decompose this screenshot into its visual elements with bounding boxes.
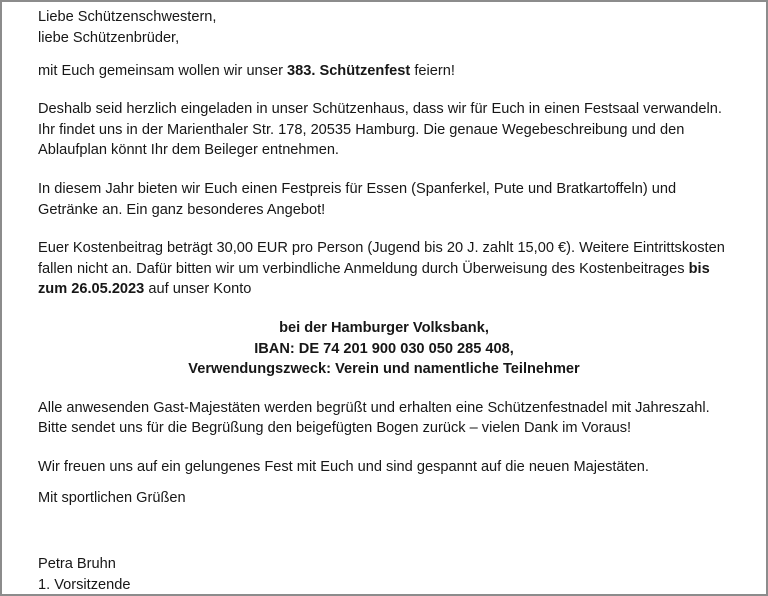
paragraph-festpreis [38,179,730,221]
paragraph-majestaeten [38,398,730,440]
text-line [38,554,730,575]
text-run: Bitte sendet uns für die Begrüßung den beigefügten Bogen zurück – vielen Dank im Voraus! [38,420,632,437]
text-run: Getränke an. Ein ganz besonderes Angebot! [38,201,326,218]
text-line [38,99,730,120]
text-line [38,140,730,161]
text-run: feiern! [410,62,455,79]
text-run: mit Euch gemeinsam wollen wir unser [38,62,287,79]
text-line [38,318,730,339]
bold-text-run: 383. Schützenfest [287,62,411,79]
bold-text-run: bei der Hamburger Volksbank, [279,319,489,336]
text-run: Ablaufplan könnt Ihr dem Beileger entnehmen. [38,142,339,159]
text-run: Ihr findet uns in der Marienthaler Str. 178, 20535 Hamburg. Die genaue Wegebeschreibung und den [38,121,685,138]
text-run: Euer Kostenbeitrag beträgt 30,00 EUR pro Person (Jugend bis 20 J. zahlt 15,00 €). Weitere Eintrittskosten [38,239,725,256]
text-line [38,359,730,380]
paragraph-intro [38,61,730,82]
paragraph-signature [38,554,730,596]
text-line [38,279,730,300]
text-line [38,28,730,49]
text-line [38,7,730,28]
text-run: In diesem Jahr bieten wir Euch einen Festpreis für Essen (Spanferkel, Pute und Bratkartoffeln) und [38,180,677,197]
text-line [38,200,730,221]
text-run: Wir freuen uns auf ein gelungenes Fest mit Euch und sind gespannt auf die neuen Majestäten. [38,458,649,475]
text-run: Mit sportlichen Grüßen [38,489,186,506]
bold-text-run: IBAN: DE 74 201 900 030 050 285 408, [254,340,514,357]
text-line [38,457,730,478]
paragraph-bank-details [38,318,730,380]
bold-text-run: Verwendungszweck: Verein und namentliche Teilnehmer [188,361,580,378]
text-line [38,259,730,280]
text-run: Deshalb seid herzlich eingeladen in unser Schützenhaus, dass wir für Euch in einen Festsaal verwandeln. [38,100,722,117]
text-run: fallen nicht an. Dafür bitten wir um verbindliche Anmeldung durch Überweisung des Kostenbeitrages [38,260,689,277]
text-line [38,398,730,419]
bold-text-run: zum 26.05.2023 [38,281,145,298]
text-line [38,339,730,360]
text-run: 1. Vorsitzende [38,577,131,594]
text-line [38,120,730,141]
text-run: Alle anwesenden Gast-Majestäten werden begrüßt und erhalten eine Schützenfestnadel mit Jahreszahl. [38,399,710,416]
text-line [38,179,730,200]
text-run: liebe Schützenbrüder, [38,29,180,46]
text-line [38,418,730,439]
paragraph-closing-wish [38,457,730,478]
bold-text-run: bis [688,260,710,277]
paragraph-salutation [38,7,730,49]
paragraph-kostenbeitrag [38,238,730,300]
paragraph-regards [38,488,730,509]
text-run: Petra Bruhn [38,556,116,573]
paragraph-invitation [38,99,730,161]
text-line [38,61,730,82]
text-line [38,488,730,509]
text-run: Liebe Schützenschwestern, [38,9,217,25]
text-line [38,575,730,596]
text-run: auf unser Konto [144,281,252,298]
text-line [38,238,730,259]
